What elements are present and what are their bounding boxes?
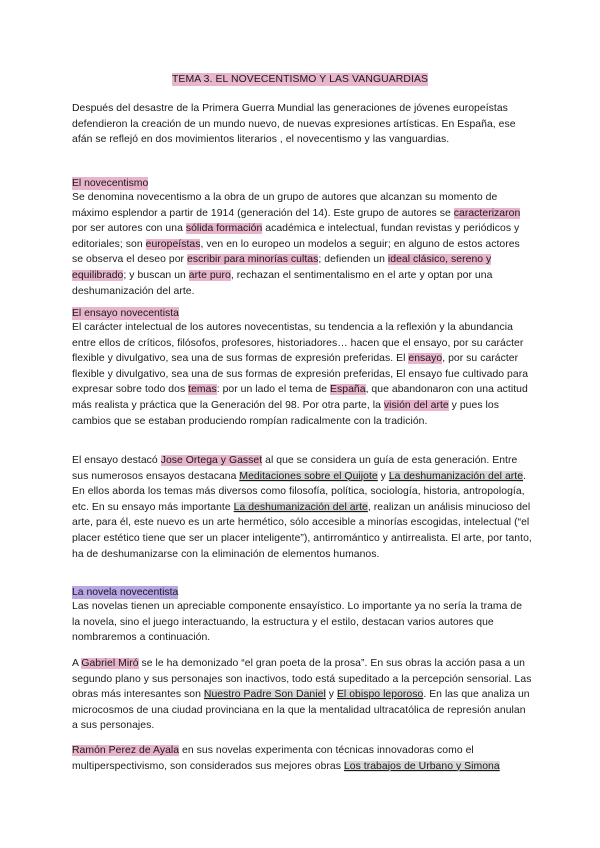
underlined-title: Los trabajos de Urbano y Simona: [343, 760, 500, 772]
highlight: Jose Ortega y Gasset: [160, 455, 263, 466]
underlined-title: Nuestro Padre Son Daniel: [203, 689, 326, 701]
novela-paragraph: Las novelas tienen un apreciable componente ensayístico. Lo importante ya no sería la trama de la novela, sino el juego interactuando, la estructura y el estilo, destacan varios autores que nombraremos a continuación.: [72, 601, 523, 644]
intro-paragraph: Después del desastre de la Primera Guerra Mundial las generaciones de jóvenes europeístas defendieron la creación de un mundo nuevo, de nuevas expresiones artísticas. En España, ese afán se reflejó en dos movimientos literarios , el novecentismo y las vanguardias.: [72, 103, 516, 146]
page-title: TEMA 3. EL NOVECENTISMO Y LAS VANGUARDIAS: [171, 74, 429, 85]
highlight: España: [330, 384, 366, 396]
highlight: sólida formación: [185, 223, 263, 235]
highlight: escribir para minorías cultas: [187, 254, 319, 266]
highlight: ensayo: [408, 353, 443, 365]
highlight: europeístas: [145, 238, 201, 250]
heading-novecentismo: El novecentismo: [72, 178, 149, 189]
underlined-title: La deshumanización del arte: [388, 470, 524, 482]
highlight: caracterizaron: [453, 207, 521, 219]
highlight: temas: [188, 384, 217, 396]
highlight: arte puro: [188, 269, 231, 281]
ayala-paragraph: Ramón Perez de Ayala en sus novelas experimenta con técnicas innovadoras como el multiperspectivismo, son considerados sus mejores obras Los trabajos de Urbano y Simona: [72, 745, 500, 772]
underlined-title: Meditaciones sobre el Quijote: [239, 470, 378, 482]
underlined-title: La deshumanización del arte: [233, 501, 368, 513]
highlight: ideal clásico, sereno y equilibrado: [72, 254, 492, 281]
highlight: Gabriel Miró: [81, 658, 139, 669]
highlight: visión del arte: [383, 399, 449, 411]
heading-novela: La novela novecentista: [72, 587, 179, 598]
heading-ensayo: El ensayo novecentista: [72, 308, 179, 319]
ortega-paragraph: El ensayo destacó Jose Ortega y Gasset al que se considera un guía de esta generación. Entre sus numerosos ensayos destacana Meditaciones sobre el Quijote y La deshumanización del arte. En ellos aborda los temas más diversos como filosofía, política, sociología, historia, antropología, etc. En su ensayo más importante La deshumanización del arte, realizan un análisis minucioso del arte, para él, este nuevo es un arte hermético, sólo accesible a minorías escogidas, intelectual (“el placer estético tiene que ser un placer inteligente”), antirromántico y antirrealista. El arte, por tanto, ha de deshumanizarse con la eliminación de elementos humanos.: [72, 455, 532, 560]
highlight: Ramón Perez de Ayala: [72, 745, 180, 756]
miro-paragraph: A Gabriel Miró se le ha demonizado “el gran poeta de la prosa”. En sus obras la acción pasa a un segundo plano y sus personajes son inactivos, todo está supeditado a la percepción sensorial. Las obras más interesantes son Nuestro Padre Son Daniel y El obispo leporoso. En las que analiza un microcosmos de una ciudad provinciana en la que la mentalidad ultracatólica de represión anulan a sus personajes.: [72, 658, 532, 732]
novecentismo-paragraph: Se denomina novecentismo a la obra de un grupo de autores que alcanzan su momento de máximo esplendor a partir de 1914 (generación del 14). Este grupo de autores se caracterizaron por ser autores con una sólida formación académica e intelectual, fundan revistas y periódicos y editoriales; son europeístas, ven en lo europeo un modelos a seguir; en alguno de estos actores se observa el deseo por escribir para minorías cultas; defienden un ideal clásico, sereno y equilibrado; y buscan un arte puro, rechazan el sentimentalismo en el arte y optan por una deshumanización del arte.: [72, 192, 521, 297]
ensayo-paragraph: El carácter intelectual de los autores novecentistas, su tendencia a la reflexión y la abundancia entre ellos de críticos, filósofos, profesores, historiadores… hacen que el ensayo, por su carácter flexible y divulgativo, sea una de sus formas de expresión preferidas. El ensayo, por su carácter flexible y divulgativo, sea una de sus formas de expresión preferidas, El ensayo fue cultivado para expresar sobre todo dos temas: por un lado el tema de España, que abandonaron con una actitud más realista y práctica que la Generación del 98. Por otra parte, la visión del arte y pues los cambios que se estaban produciendo rompían radicalmente con la tradición.: [72, 322, 529, 427]
underlined-title: El obispo leporoso: [336, 689, 424, 701]
